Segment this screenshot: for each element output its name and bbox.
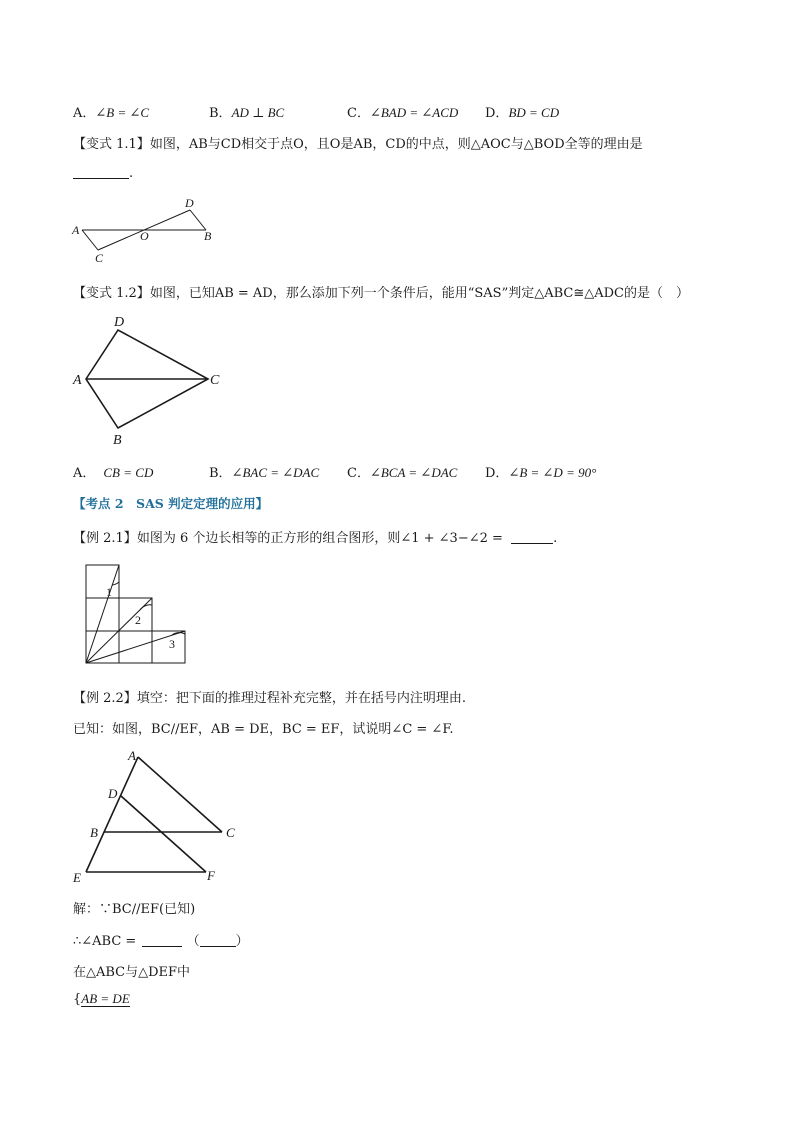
q2-option-d[interactable]: D．∠B = ∠D = 90° [485,465,597,481]
q1-option-a[interactable]: A．∠B = ∠C [73,105,150,121]
q1-option-d[interactable]: D．BD = CD [485,105,560,121]
solution-line-2: ∴∠ABC = （ ） [73,934,249,949]
angle-1-label: 1 [106,585,112,599]
label-c: C [226,825,235,840]
example-2-2-given: 已知：如图，BC//EF，AB = DE，BC = EF，试说明∠C = ∠F. [73,722,454,737]
label-d: D [185,196,194,210]
label-c: C [95,251,104,265]
label-a: A [73,373,82,388]
label-c: C [210,373,220,388]
angle-3-label: 3 [169,637,175,651]
label-b: B [90,825,98,840]
q2-option-c[interactable]: C．∠BCA = ∠DAC [347,465,458,481]
q1-option-c[interactable]: C．∠BAD = ∠ACD [347,105,459,121]
answer-blank[interactable] [142,934,182,947]
section-heading: 【考点 2 SAS 判定定理的应用】 [73,496,269,511]
solution-line-4: {AB = DE [73,991,130,1007]
variant-1-1-answer-line: . [73,166,133,181]
variant-1-1-tag: 【变式 1.1】 [73,137,150,152]
reason-blank[interactable] [200,934,236,947]
ab-equals-de: AB = DE [81,991,130,1006]
variant-1-1-text: 如图，AB与CD相交于点O，且O是AB，CD的中点，则△AOC与△BOD全等的理由是 [149,137,643,152]
label-f: F [207,868,215,883]
example-2-2-text: 填空：把下面的推理过程补充完整，并在括号内注明理由. [136,691,466,706]
variant-1-2-text: 如图，已知AB = AD，那么添加下列一个条件后，能用“SAS”判定△ABC≅△ADC的是（ ） [149,286,689,301]
label-d: D [114,315,125,330]
label-o: O [140,229,149,243]
q2-option-a[interactable]: A． CB = CD [73,465,154,481]
example-2-1-text: 如图为 6 个边长相等的正方形的组合图形，则∠1 + ∠3−∠2 = [136,531,503,546]
example-2-2-tag: 【例 2.2】 [73,691,137,706]
q1-option-b[interactable]: B．AD ⊥ BC [209,105,285,121]
q2-option-b[interactable]: B．∠BAC = ∠DAC [209,465,320,481]
solution-line-3: 在△ABC与△DEF中 [73,965,191,980]
label-b: B [204,229,212,243]
variant-1-2-tag: 【变式 1.2】 [73,286,150,301]
angle-2-label: 2 [135,613,141,627]
label-e: E [73,870,81,885]
example-2-1-question: 【例 2.1】如图为 6 个边长相等的正方形的组合图形，则∠1 + ∠3−∠2 = . [73,531,558,546]
label-a: A [128,748,136,763]
label-b: B [113,433,122,448]
example-2-1-tag: 【例 2.1】 [73,531,137,546]
label-a: A [72,223,80,237]
label-d: D [108,786,118,801]
solution-line-1: 解：∵BC//EF(已知) [73,902,196,917]
